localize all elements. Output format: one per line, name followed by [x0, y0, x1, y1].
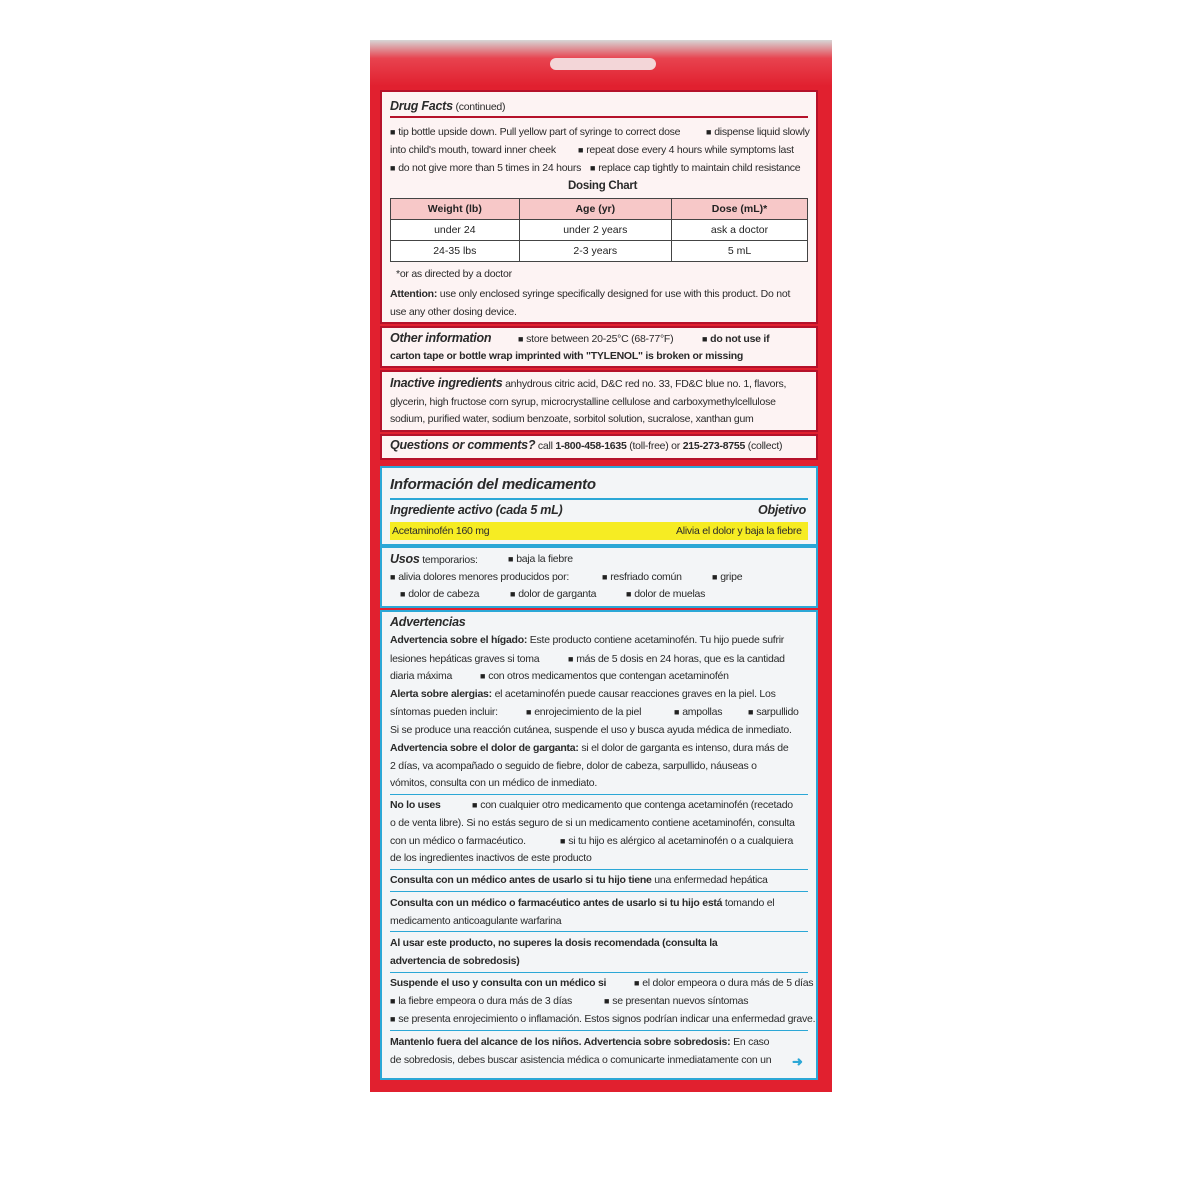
no-lo-uses-label: No lo uses: [390, 799, 441, 811]
purpose: Alivia el dolor y baja la fiebre: [676, 525, 802, 537]
table-cell: 2-3 years: [519, 241, 671, 262]
direction-item: ■ repeat dose every 4 hours while symptoms last: [578, 144, 794, 157]
usos-item: ■ alivia dolores menores producidos por:: [390, 571, 569, 584]
consulta-farmaceutico-line: [390, 897, 774, 910]
garganta-text: si el dolor de garganta es intenso, dura más de: [581, 742, 789, 754]
drug-facts-title: Drug Facts: [390, 99, 453, 113]
inactive-ingredients-text: anhydrous citric acid, D&C red no. 33, FD&C blue no. 1, flavors,: [505, 378, 787, 390]
box-top-tab: [550, 58, 656, 70]
table-cell: under 24: [391, 220, 520, 241]
usos-label: Usos: [390, 552, 420, 566]
consulta-medico-text: una enfermedad hepática: [654, 874, 768, 886]
higado-text: Este producto contiene acetaminofén. Tu hijo puede sufrir: [529, 634, 785, 646]
no-lo-uses-text: con un médico o farmacéutico.: [390, 835, 526, 847]
phone-number: 215-273-8755: [682, 440, 746, 452]
active-ingredient-label: Ingrediente activo (cada 5 mL): [390, 503, 563, 517]
usos-item: ■ dolor de cabeza: [400, 588, 479, 601]
usos-item: ■ dolor de muelas: [626, 588, 705, 601]
suspende-item: ■ la fiebre empeora o dura más de 3 días: [390, 995, 572, 1008]
dosing-chart-table: [390, 198, 808, 262]
attention-line: [390, 288, 790, 301]
higado-text: lesiones hepáticas graves si toma: [390, 653, 540, 665]
usos-line1: [390, 553, 478, 567]
usos-item: ■ resfriado común: [602, 571, 682, 584]
inactive-ingredients-text: glycerin, high fructose corn syrup, microcrystalline cellulose and carboxymethylcellulose: [390, 396, 776, 408]
direction-item-cont: into child's mouth, toward inner cheek: [390, 144, 556, 156]
questions-line: [390, 439, 782, 453]
questions-toll-free: (toll-free) or: [629, 440, 681, 452]
questions-label: Questions or comments?: [390, 438, 536, 452]
usos-item: ■ baja la fiebre: [508, 553, 573, 566]
divider: [390, 498, 808, 500]
dosing-footnote: *or as directed by a doctor: [396, 268, 512, 280]
higado-label: Advertencia sobre el hígado:: [390, 634, 528, 646]
alergias-line1: [390, 688, 776, 701]
garganta-text: 2 días, va acompañado o seguido de fiebre, dolor de cabeza, sarpullido, náuseas o: [390, 760, 757, 772]
table-cell: 24-35 lbs: [391, 241, 520, 262]
usos-item: ■ gripe: [712, 571, 742, 584]
divider: [390, 972, 808, 973]
column-header: Age (yr): [519, 199, 671, 220]
mantenlo-line1: [390, 1036, 769, 1049]
column-header: Weight (lb): [391, 199, 520, 220]
no-lo-uses-text: o de venta libre). Si no estás seguro de si un medicamento contiene acetaminofén, consulta: [390, 817, 795, 829]
alergias-text: síntomas pueden incluir:: [390, 706, 498, 718]
questions-collect: (collect): [747, 440, 783, 452]
drug-facts-heading: [390, 100, 505, 114]
alergias-item: ■ enrojecimiento de la piel: [526, 706, 641, 719]
higado-text: diaria máxima: [390, 670, 453, 682]
mantenlo-text: de sobredosis, debes buscar asistencia médica o comunicarte inmediatamente con un: [390, 1054, 772, 1066]
direction-item: ■ tip bottle upside down. Pull yellow part of syringe to correct dose: [390, 126, 680, 139]
divider: [390, 869, 808, 870]
garganta-label: Advertencia sobre el dolor de garganta:: [390, 742, 579, 754]
alergias-label: Alerta sobre alergias:: [390, 688, 492, 700]
usos-item: ■ dolor de garganta: [510, 588, 596, 601]
consulta-farmaceutico-text: medicamento anticoagulante warfarina: [390, 915, 562, 927]
divider: [390, 794, 808, 795]
attention-label: Attention:: [390, 288, 438, 300]
phone-number: 1-800-458-1635: [555, 440, 627, 452]
dosing-chart-title: Dosing Chart: [568, 180, 638, 192]
table-cell: 5 mL: [671, 241, 807, 262]
direction-item: ■ dispense liquid slowly: [706, 126, 810, 139]
questions-call: call: [537, 440, 553, 452]
al-usar-line2: advertencia de sobredosis): [390, 955, 520, 967]
dosing-chart-header-row: [391, 199, 808, 220]
other-info-item: ■ store between 20-25°C (68-77°F): [518, 333, 673, 345]
table-row: [391, 220, 808, 241]
consulta-medico-line: [390, 874, 768, 887]
drug-facts-continued: (continued): [455, 101, 506, 113]
no-lo-uses-item: ■ si tu hijo es alérgico al acetaminofén o a cualquiera: [560, 835, 793, 848]
divider: [390, 1030, 808, 1031]
suspende-label: Suspende el uso y consulta con un médico si: [390, 977, 607, 989]
higado-item: ■ con otros medicamentos que contengan acetaminofén: [480, 670, 729, 683]
direction-item: ■ replace cap tightly to maintain child resistance: [590, 162, 800, 175]
attention-text-cont: use any other dosing device.: [390, 306, 517, 318]
higado-item: ■ más de 5 dosis en 24 horas, que es la cantidad: [568, 653, 785, 666]
direction-item: ■ do not give more than 5 times in 24 hours: [390, 162, 581, 175]
inactive-ingredients-text: sodium, purified water, sodium benzoate, sorbitol solution, sucralose, xanthan gum: [390, 413, 754, 425]
advertencias-label: Advertencias: [390, 615, 466, 629]
spanish-title: Información del medicamento: [390, 476, 596, 493]
higado-line1: [390, 634, 784, 647]
suspende-item: ■ el dolor empeora o dura más de 5 días: [634, 977, 813, 990]
alergias-text: el acetaminofén puede causar reacciones graves en la piel. Los: [494, 688, 776, 700]
suspende-item: ■ se presentan nuevos síntomas: [604, 995, 748, 1008]
consulta-medico-label: Consulta con un médico antes de usarlo si tu hijo tiene: [390, 874, 652, 886]
other-information-line1: [390, 332, 769, 346]
divider: [390, 931, 808, 932]
mantenlo-text: En caso: [733, 1036, 770, 1048]
inactive-ingredients-label: Inactive ingredients: [390, 376, 503, 390]
table-row: [391, 241, 808, 262]
other-information-label: Other information: [390, 331, 492, 345]
active-ingredient: Acetaminofén 160 mg: [392, 525, 490, 537]
divider: [390, 116, 808, 118]
other-info-item: ■ do not use if: [702, 333, 769, 345]
alergias-text: Si se produce una reacción cutánea, suspende el uso y busca ayuda médica de inmediato.: [390, 724, 792, 736]
divider: [390, 891, 808, 892]
table-cell: ask a doctor: [671, 220, 807, 241]
usos-temporarios: temporarios:: [422, 554, 478, 566]
other-information-line2: carton tape or bottle wrap imprinted with "TYLENOL" is broken or missing: [390, 350, 744, 362]
garganta-line1: [390, 742, 788, 755]
no-lo-uses-text: de los ingredientes inactivos de este producto: [390, 852, 592, 864]
alergias-item: ■ sarpullido: [748, 706, 799, 719]
table-cell: under 2 years: [519, 220, 671, 241]
mantenlo-label: Mantenlo fuera del alcance de los niños. Advertencia sobre sobredosis:: [390, 1036, 731, 1048]
suspende-item: ■ se presenta enrojecimiento o inflamación. Estos signos podrían indicar una enfermedad grave.: [390, 1013, 815, 1026]
purpose-label: Objetivo: [758, 503, 807, 517]
consulta-farmaceutico-text: tomando el: [724, 897, 775, 909]
al-usar-line1: Al usar este producto, no superes la dosis recomendada (consulta la: [390, 937, 718, 949]
consulta-farmaceutico-label: Consulta con un médico o farmacéutico antes de usarlo si tu hijo está: [390, 897, 723, 909]
no-lo-uses-item: ■ con cualquier otro medicamento que contenga acetaminofén (recetado: [472, 799, 793, 812]
garganta-text: vómitos, consulta con un médico de inmediato.: [390, 777, 598, 789]
column-header: Dose (mL)*: [671, 199, 807, 220]
inactive-ingredients-line1: [390, 377, 786, 391]
arrow-right-icon: ➜: [792, 1054, 803, 1069]
alergias-item: ■ ampollas: [674, 706, 722, 719]
attention-text: use only enclosed syringe specifically designed for use with this product. Do not: [439, 288, 791, 300]
